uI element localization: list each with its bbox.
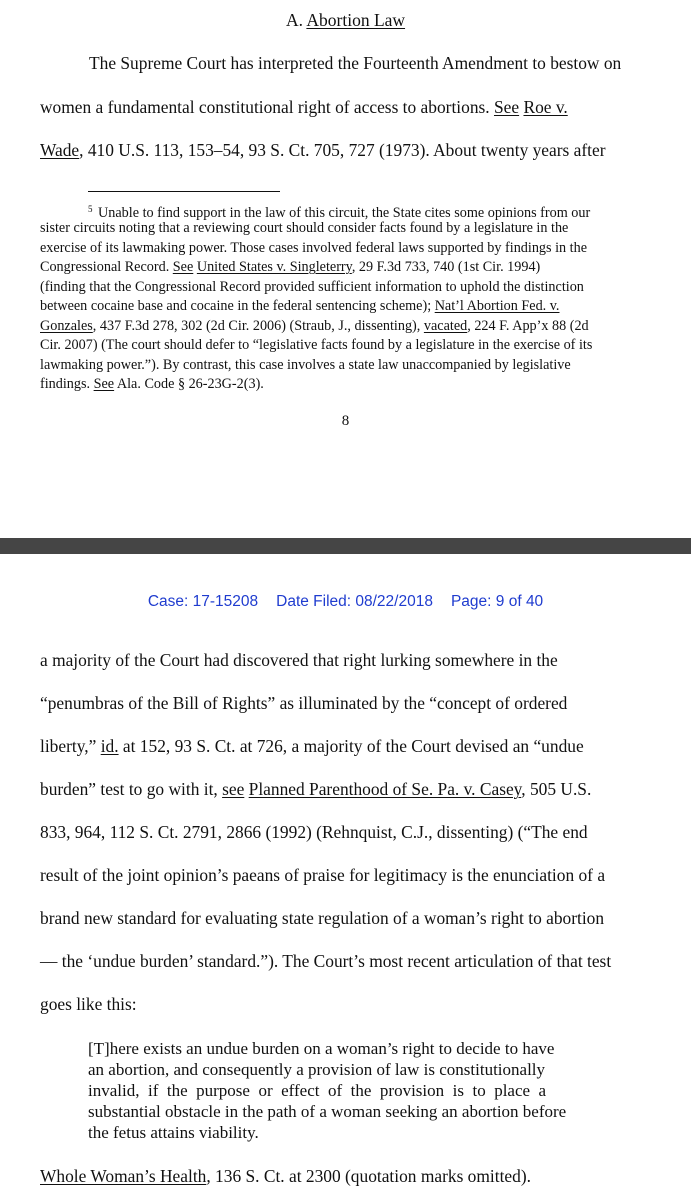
citation-signal: vacated: [423, 318, 468, 334]
footnote-marker: 5: [88, 204, 93, 214]
body-line: 833, 964, 112 S. Ct. 2791, 2866 (1992) (Rehnquist, C.J., dissenting) (“The end: [40, 822, 588, 842]
footnote-line: $^5$ Unable to find support in the law of this circuit, the State cites some opinions from our: [88, 204, 591, 221]
citation-signal: See: [93, 376, 115, 392]
page-count: Page: 9 of 40: [450, 593, 544, 610]
page-8: [0, 0, 691, 538]
citation-signal: id.: [100, 736, 119, 756]
body-line: “penumbras of the Bill of Rights” as illuminated by the “concept of ordered: [40, 693, 568, 713]
block-quote-line: substantial obstacle in the path of a woman seeking an abortion before: [88, 1102, 567, 1121]
case-name: Whole Woman’s Health: [40, 1166, 207, 1186]
page-number: 8: [341, 413, 350, 429]
page-9: [0, 554, 691, 1197]
body-line: Wade, 410 U.S. 113, 153–54, 93 S. Ct. 705, 727 (1973). About twenty years after: [40, 140, 606, 160]
case-name: United States v. Singleterry: [196, 259, 352, 275]
page-divider: [0, 538, 691, 554]
case-number: Case: 17-15208: [147, 593, 259, 610]
case-name: Roe v.: [523, 97, 568, 117]
citation-line: Whole Woman’s Health, 136 S. Ct. at 2300 (quotation marks omitted).: [40, 1166, 531, 1186]
section-heading: A. Abortion Law: [285, 10, 406, 30]
block-quote-line: invalid, if the purpose or effect of the provision is to place a: [88, 1081, 547, 1100]
block-quote-line: the fetus attains viability.: [88, 1123, 259, 1142]
footnote-line: between cocaine base and cocaine in the federal sentencing scheme); Nat’l Abortion Fed. v.: [40, 298, 560, 314]
footnote-line: Gonzales, 437 F.3d 278, 302 (2d Cir. 2006) (Straub, J., dissenting), vacated, 224 F. App’x 88 (2d: [40, 318, 589, 334]
body-line: women a fundamental constitutional right of access to abortions. See Roe v.: [40, 97, 568, 117]
body-line: burden” test to go with it, see Planned Parenthood of Se. Pa. v. Casey, 505 U.S.: [40, 779, 592, 799]
citation-signal: See: [172, 259, 194, 275]
section-heading-title: Abortion Law: [306, 10, 406, 30]
case-name: Nat’l Abortion Fed. v.: [434, 298, 560, 314]
footnote-line: Congressional Record. See United States v. Singleterry, 29 F.3d 733, 740 (1st Cir. 1994): [40, 259, 541, 275]
footnote-line: Cir. 2007) (The court should defer to “legislative facts found by a legislature in the exercise of its: [40, 337, 593, 353]
block-quote-line: an abortion, and consequently a provision of law is constitutionally: [88, 1060, 546, 1079]
block-quote-line: [T]here exists an undue burden on a woman’s right to decide to have: [88, 1039, 555, 1058]
citation-signal: See: [493, 97, 520, 117]
body-line: The Supreme Court has interpreted the Fourteenth Amendment to bestow on: [89, 53, 622, 73]
body-line: goes like this:: [40, 994, 137, 1014]
case-name: Wade: [40, 140, 80, 160]
footnote-line: exercise of its lawmaking power. Those cases involved federal laws supported by findings in the: [40, 240, 588, 256]
filing-header: [0, 592, 691, 612]
body-line: liberty,” id. at 152, 93 S. Ct. at 726, a majority of the Court devised an “undue: [40, 736, 584, 756]
footnote-line: lawmaking power.”). By contrast, this case involves a state law unaccompanied by legislative: [40, 357, 571, 373]
date-filed: Date Filed: 08/22/2018: [276, 593, 433, 610]
case-name: Planned Parenthood of Se. Pa. v. Casey: [248, 779, 522, 799]
footnote-line: sister circuits noting that a reviewing court should consider facts found by a legislature in the: [40, 220, 569, 236]
body-line: brand new standard for evaluating state regulation of a woman’s right to abortion: [40, 908, 605, 928]
case-name: Gonzales: [40, 318, 93, 334]
footnote-rule: [88, 191, 280, 192]
body-line: result of the joint opinion’s paeans of praise for legitimacy is the enunciation of a: [40, 865, 606, 885]
footnote-line: (finding that the Congressional Record provided sufficient information to uphold the distinction: [40, 279, 584, 295]
body-line: a majority of the Court had discovered that right lurking somewhere in the: [40, 650, 558, 670]
citation-signal: see: [222, 779, 245, 799]
body-line: — the ‘undue burden’ standard.”). The Court’s most recent articulation of that test: [40, 951, 612, 971]
footnote-line: findings. See Ala. Code § 26-23G-2(3).: [40, 376, 264, 392]
